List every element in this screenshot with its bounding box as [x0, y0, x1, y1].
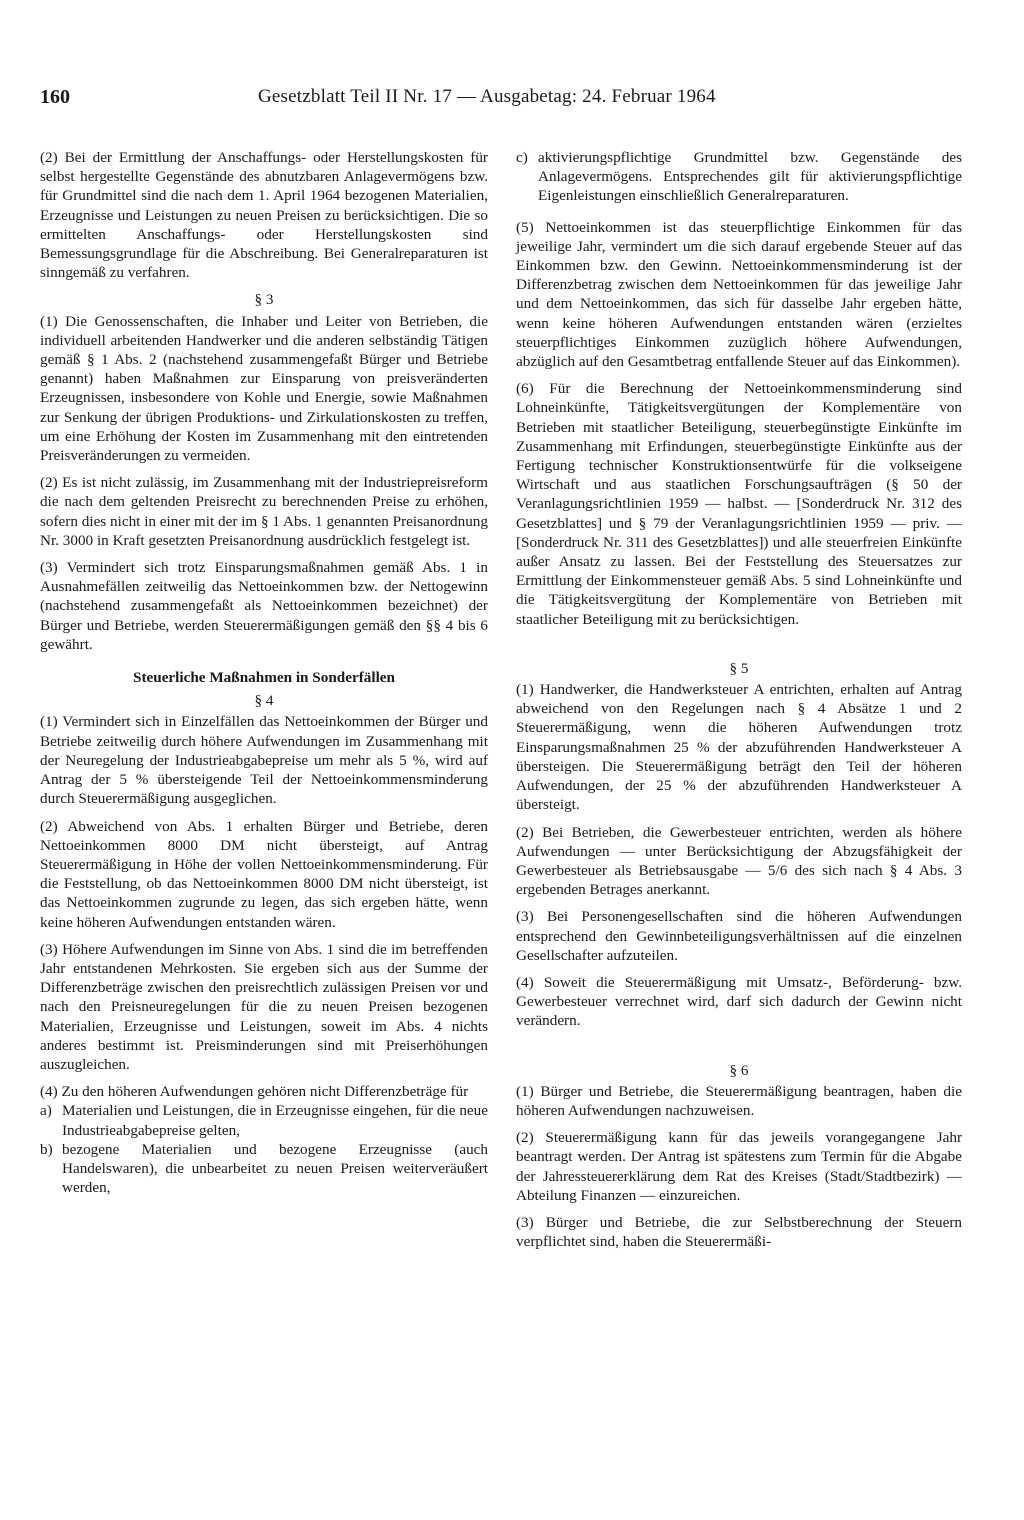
page-number: 160 [40, 86, 70, 108]
paragraph-6-1: (1) Bürger und Betriebe, die Steuerermäßigung beantragen, haben die höheren Aufwendungen nachzuweisen. [516, 1082, 962, 1119]
paragraph-5-4: (4) Soweit die Steuerermäßigung mit Umsatz-, Beförderung- bzw. Gewerbesteuer verrechnet wird, darf sich dadurch der Gewinn nicht verändern. [516, 973, 962, 1030]
paragraph-4-5: (5) Nettoeinkommen ist das steuerpflichtige Einkommen für das jeweilige Jahr, vermindert um die sich darauf ergebende Steuer auf das Einkommen bzw. den Gewinn. Nettoeinkommensminderung ist der Differenzbetrag zwischen dem Nettoeinkommen für das jeweilige Jahr und dem Nettoeinkommen, das sich für dasselbe Jahr ergeben hätte, wenn keine höheren Aufwendungen entstanden wären (erzieltes steuerpflichtiges Einkommen zuzüglich höhere Aufwendungen, abzüglich auf den Gesamtbetrag entfallende Steuer auf das Einkommen). [516, 218, 962, 371]
chapter-heading: Steuerliche Maßnahmen in Sonderfällen [133, 669, 395, 687]
paragraph-5-1: (1) Handwerker, die Handwerksteuer A entrichten, erhalten auf Antrag abweichend von den Regelungen nach § 4 Absätze 1 und 2 Steuerermäßigung, wenn die höheren Aufwendungen trotz Einsparungsmaßnahmen 25 % der abzuführenden Handwerksteuer A übersteigen. Die Steuerermäßigung beträgt den Teil der höheren Aufwendungen, der 25 % der abzuführenden Handwerksteuer A übersteigt. [516, 681, 962, 814]
paragraph-5-2: (2) Bei Betrieben, die Gewerbesteuer entrichten, werden als höhere Aufwendungen — unter Berücksichtigung der Abzugsfähigkeit der Gewerbesteuer als Betriebsausgabe — 5/6 des sich nach § 4 Abs. 3 ergebenden Betrages anerkannt. [516, 823, 962, 899]
list-item-c-text: aktivierungspflichtige Grundmittel bzw. Gegenstände des Anlagevermögens. Entsprechendes gilt für aktivierungspflichtige Eigenleistungen einschließlich Generalreparaturen. [538, 149, 962, 205]
list-item-a-text: Materialien und Leistungen, die in Erzeugnisse eingehen, für die neue Industrieabgabepreise gelten, [62, 1102, 488, 1139]
page-header [40, 86, 984, 116]
list-item-b-label: b) [40, 1140, 53, 1158]
paragraph-3-1: (1) Die Genossenschaften, die Inhaber und Leiter von Betrieben, die individuell arbeitenden Handwerker und die anderen selbständig Tätigen gemäß § 1 Abs. 2 (nachstehend zusammengefaßt Bürger und Betriebe genannt) haben Maßnahmen zur Einsparung von preisveränderten Erzeugnissen, insbesondere von Kohle und Energie, sowie Maßnahmen zur Senkung der übrigen Produktions- und Zirkulationskosten zu treffen, um eine Erhöhung der Kosten im Zusammenhang mit den eintretenden Preisveränderungen zu vermeiden. [40, 312, 488, 465]
paragraph-3-2: (2) Es ist nicht zulässig, im Zusammenhang mit der Industriepreisreform die nach dem geltenden Preisrecht zu berechnenden Preise zu erhöhen, sofern dies nicht in einer mit der im § 1 Abs. 1 genannten Preisanordnung Nr. 3000 in Kraft gesetzten Preisanordnung ausdrücklich festgelegt ist. [40, 474, 488, 549]
paragraph-4-4: (4) Zu den höheren Aufwendungen gehören nicht Differenzbeträge für [40, 1083, 469, 1101]
spacer [516, 1039, 962, 1057]
list-item-c-label: c) [516, 149, 528, 166]
list-item-b [40, 1140, 488, 1198]
paragraph-2-2: (2) Bei der Ermittlung der Anschaffungs- oder Herstellungskosten für selbst hergestellte Gegenstände des abnutzbaren Anlagevermögens bzw. für Grundmittel sind die nach dem 1. April 1964 bezogenen Materialien, Erzeugnisse und Leistungen zu neuen Preisen zu berücksichtigen. Die so ermittelten Anschaffungs- oder Herstellungskosten sind Bemessungsgrundlage für die Abschreibung. Bei Generalreparaturen ist sinngemäß zu verfahren. [40, 149, 488, 282]
paragraph-4-3: (3) Höhere Aufwendungen im Sinne von Abs. 1 sind die im betreffenden Jahr entstandenen Mehrkosten. Sie ergeben sich aus der Summe der Differenzbeträge zwischen den preisrechtlich zulässigen Preisen vor und nach den Preisneuregelungen für die zu neuen Preisen bezogenen Materialien, Erzeugnisse und Leistungen, soweit im Abs. 4 nichts anderes bestimmt ist. Preisminderungen sind mit Preiserhöhungen auszugleichen. [40, 940, 488, 1073]
section-4-heading: § 4 [254, 692, 274, 710]
paragraph-4-6: (6) Für die Berechnung der Nettoeinkommensminderung sind Lohneinkünfte, Tätigkeitsvergütungen der Komplementäre von Betrieben mit staatlicher Beteiligung, steuerbegünstigte Einkünfte im Zusammenhang mit Erfindungen, steuerbegünstigte Einkünfte aus der Fertigung technischer Konstruktionsentwürfe für die volkseigene Wirtschaft und aus staatlichen Forschungsaufträgen (§ 50 der Veranlagungsrichtlinien 1959 — halbst. — [Sonderdruck Nr. 312 des Gesetzblattes] und § 79 der Veranlagungsrichtlinien 1959 — priv. — [Sonderdruck Nr. 311 des Gesetzblattes]) und alle steuerfreien Einkünfte außer Ansatz zu lassen. Bei der Feststellung des Steuersatzes zur Ermittlung der Einkommensteuer gemäß Abs. 5 sind Lohneinkünfte und die Tätigkeitsvergütung der Komplementäre von Betrieben mit staatlicher Beteiligung mit zu berücksichtigen. [516, 380, 962, 628]
section-5-heading: § 5 [729, 659, 749, 677]
list-item-b-text: bezogene Materialien und bezogene Erzeugnisse (auch Handelswaren), die unbearbeitet zu neuen Preisen weiterveräußert werden, [62, 1140, 488, 1197]
paragraph-3-3: (3) Vermindert sich trotz Einsparungsmaßnahmen gemäß Abs. 1 in Ausnahmefällen zeitweilig das Nettoeinkommen bzw. der Nettogewinn (nachstehend zusammengefaßt als Nettoeinkommen bezeichnet) der Bürger und Betriebe, werden Steuerermäßigungen gemäß den §§ 4 bis 6 gewährt. [40, 559, 488, 653]
running-title: Gesetzblatt Teil II Nr. 17 — Ausgabetag: 24. Februar 1964 [258, 86, 716, 107]
spacer [516, 637, 962, 655]
section-3-heading: § 3 [254, 291, 274, 309]
list-item-c [516, 148, 962, 206]
paragraph-4-1: (1) Vermindert sich in Einzelfällen das Nettoeinkommen der Bürger und Betriebe zeitweilig durch höhere Aufwendungen im Zusammenhang mit der Neuregelung der Industrieabgabepreise um mehr als 5 %, wird auf Antrag der 5 % übersteigende Teil der Nettoeinkommensminderung durch Steuerermäßigung ausgeglichen. [40, 713, 488, 808]
left-column [40, 148, 488, 1197]
paragraph-4-2: (2) Abweichend von Abs. 1 erhalten Bürger und Betriebe, deren Nettoeinkommen 8000 DM nicht übersteigt, auf Antrag Steuerermäßigung in Höhe der vollen Nettoeinkommensminderung. Für die Feststellung, ob das Nettoeinkommen 8000 DM nicht übersteigt, ist das Nettoeinkommen zugrunde zu legen, das sich ergeben hätte, wenn keine höheren Aufwendungen entstanden wären. [40, 817, 488, 931]
paragraph-5-3: (3) Bei Personengesellschaften sind die höheren Aufwendungen entsprechend den Gewinnbeteiligungsverhältnissen auf die einzelnen Gesellschafter aufzuteilen. [516, 908, 962, 964]
section-6-heading: § 6 [729, 1061, 749, 1079]
list-item-a-label: a) [40, 1102, 52, 1120]
right-column [516, 148, 962, 1259]
paragraph-6-2: (2) Steuerermäßigung kann für das jeweils vorangegangene Jahr beantragt werden. Der Antrag ist spätestens zum Termin für die Abgabe der Jahressteuererklärung dem Rat des Kreises (Stadt/Stadtbezirk) — Abteilung Finanzen — einzureichen. [516, 1129, 962, 1204]
list-item-a [40, 1101, 488, 1139]
paragraph-6-3: (3) Bürger und Betriebe, die zur Selbstberechnung der Steuern verpflichtet sind, haben die Steuerermäßi- [516, 1213, 962, 1251]
